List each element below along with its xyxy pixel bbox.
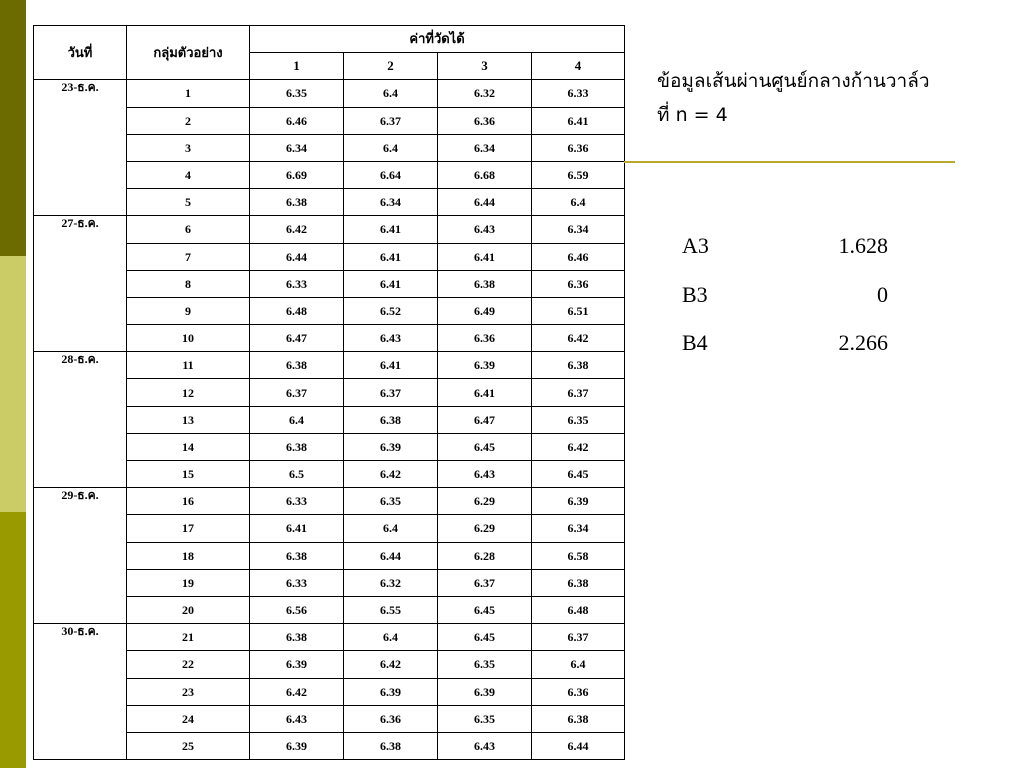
group-cell: 24 xyxy=(127,705,250,732)
value-cell: 6.41 xyxy=(438,379,532,406)
measurement-table xyxy=(33,25,625,760)
value-cell: 6.37 xyxy=(438,569,532,596)
value-cell: 6.4 xyxy=(532,651,625,678)
date-cell: 27-ธ.ค. xyxy=(34,216,127,352)
group-cell: 2 xyxy=(127,107,250,134)
value-cell: 6.46 xyxy=(532,243,625,270)
value-cell: 6.41 xyxy=(250,515,344,542)
value-cell: 6.34 xyxy=(344,189,438,216)
group-cell: 11 xyxy=(127,352,250,379)
group-cell: 15 xyxy=(127,461,250,488)
constant-value: 0 xyxy=(877,282,888,307)
table-row xyxy=(34,624,625,651)
value-cell: 6.29 xyxy=(438,515,532,542)
value-cell: 6.52 xyxy=(344,297,438,324)
value-cell: 6.4 xyxy=(532,189,625,216)
value-cell: 6.64 xyxy=(344,161,438,188)
header-date: วันที่ xyxy=(34,26,127,80)
value-cell: 6.34 xyxy=(250,134,344,161)
value-cell: 6.38 xyxy=(532,569,625,596)
group-cell: 13 xyxy=(127,406,250,433)
group-cell: 20 xyxy=(127,596,250,623)
constant-label: B4 xyxy=(682,330,708,355)
value-cell: 6.43 xyxy=(438,216,532,243)
header-sub-2: 2 xyxy=(344,53,438,80)
group-cell: 25 xyxy=(127,732,250,759)
header-sub-3: 3 xyxy=(438,53,532,80)
table-row xyxy=(34,80,625,107)
decor-bar-bottom xyxy=(0,512,26,768)
title-rule xyxy=(624,161,955,163)
value-cell: 6.37 xyxy=(250,379,344,406)
value-cell: 6.41 xyxy=(438,243,532,270)
value-cell: 6.47 xyxy=(438,406,532,433)
value-cell: 6.5 xyxy=(250,461,344,488)
constant-value: 2.266 xyxy=(838,330,888,355)
group-cell: 21 xyxy=(127,624,250,651)
value-cell: 6.33 xyxy=(250,569,344,596)
group-cell: 12 xyxy=(127,379,250,406)
decor-bar-middle xyxy=(0,256,26,512)
group-cell: 14 xyxy=(127,433,250,460)
value-cell: 6.32 xyxy=(344,569,438,596)
value-cell: 6.41 xyxy=(344,243,438,270)
value-cell: 6.45 xyxy=(438,433,532,460)
value-cell: 6.44 xyxy=(344,542,438,569)
group-cell: 9 xyxy=(127,297,250,324)
value-cell: 6.58 xyxy=(532,542,625,569)
title-line-2: ที่ n = 4 xyxy=(657,104,728,126)
date-cell: 29-ธ.ค. xyxy=(34,488,127,624)
value-cell: 6.37 xyxy=(344,107,438,134)
constant-row-b4 xyxy=(682,330,888,360)
value-cell: 6.39 xyxy=(250,732,344,759)
value-cell: 6.41 xyxy=(344,270,438,297)
value-cell: 6.36 xyxy=(532,678,625,705)
group-cell: 5 xyxy=(127,189,250,216)
value-cell: 6.33 xyxy=(250,488,344,515)
value-cell: 6.38 xyxy=(344,406,438,433)
value-cell: 6.38 xyxy=(250,542,344,569)
value-cell: 6.69 xyxy=(250,161,344,188)
value-cell: 6.42 xyxy=(344,651,438,678)
group-cell: 23 xyxy=(127,678,250,705)
value-cell: 6.37 xyxy=(532,624,625,651)
value-cell: 6.39 xyxy=(438,678,532,705)
value-cell: 6.38 xyxy=(250,352,344,379)
group-cell: 16 xyxy=(127,488,250,515)
value-cell: 6.43 xyxy=(438,732,532,759)
value-cell: 6.48 xyxy=(250,297,344,324)
value-cell: 6.42 xyxy=(344,461,438,488)
title-line-1: ข้อมูลเส้นผ่านศูนย์กลางก้านวาล์ว xyxy=(657,70,930,92)
value-cell: 6.41 xyxy=(344,352,438,379)
value-cell: 6.38 xyxy=(250,189,344,216)
value-cell: 6.29 xyxy=(438,488,532,515)
value-cell: 6.39 xyxy=(438,352,532,379)
value-cell: 6.42 xyxy=(250,678,344,705)
value-cell: 6.43 xyxy=(250,705,344,732)
value-cell: 6.42 xyxy=(532,325,625,352)
constant-row-b3 xyxy=(682,282,888,312)
value-cell: 6.4 xyxy=(344,80,438,107)
value-cell: 6.43 xyxy=(344,325,438,352)
value-cell: 6.49 xyxy=(438,297,532,324)
group-cell: 6 xyxy=(127,216,250,243)
value-cell: 6.37 xyxy=(532,379,625,406)
constant-value: 1.628 xyxy=(838,233,888,258)
group-cell: 8 xyxy=(127,270,250,297)
decor-bar-top xyxy=(0,0,26,256)
table-body xyxy=(34,80,625,760)
value-cell: 6.4 xyxy=(344,515,438,542)
value-cell: 6.35 xyxy=(250,80,344,107)
value-cell: 6.35 xyxy=(438,651,532,678)
value-cell: 6.39 xyxy=(532,488,625,515)
value-cell: 6.35 xyxy=(344,488,438,515)
group-cell: 22 xyxy=(127,651,250,678)
value-cell: 6.38 xyxy=(250,624,344,651)
group-cell: 10 xyxy=(127,325,250,352)
value-cell: 6.45 xyxy=(438,624,532,651)
header-sub-1: 1 xyxy=(250,53,344,80)
group-cell: 4 xyxy=(127,161,250,188)
group-cell: 17 xyxy=(127,515,250,542)
value-cell: 6.45 xyxy=(438,596,532,623)
date-cell: 28-ธ.ค. xyxy=(34,352,127,488)
value-cell: 6.56 xyxy=(250,596,344,623)
value-cell: 6.39 xyxy=(250,651,344,678)
constant-row-a3 xyxy=(682,233,888,263)
date-cell: 30-ธ.ค. xyxy=(34,624,127,760)
value-cell: 6.39 xyxy=(344,678,438,705)
value-cell: 6.37 xyxy=(344,379,438,406)
value-cell: 6.41 xyxy=(532,107,625,134)
value-cell: 6.38 xyxy=(532,705,625,732)
value-cell: 6.42 xyxy=(532,433,625,460)
value-cell: 6.55 xyxy=(344,596,438,623)
header-measured: ค่าที่วัดได้ xyxy=(250,26,625,53)
value-cell: 6.39 xyxy=(344,433,438,460)
value-cell: 6.36 xyxy=(438,325,532,352)
value-cell: 6.42 xyxy=(250,216,344,243)
value-cell: 6.34 xyxy=(438,134,532,161)
table-row xyxy=(34,216,625,243)
value-cell: 6.41 xyxy=(344,216,438,243)
date-cell: 23-ธ.ค. xyxy=(34,80,127,216)
header-sub-4: 4 xyxy=(532,53,625,80)
value-cell: 6.43 xyxy=(438,461,532,488)
value-cell: 6.51 xyxy=(532,297,625,324)
group-cell: 1 xyxy=(127,80,250,107)
value-cell: 6.36 xyxy=(532,134,625,161)
value-cell: 6.4 xyxy=(250,406,344,433)
value-cell: 6.48 xyxy=(532,596,625,623)
constant-label: A3 xyxy=(682,233,709,258)
value-cell: 6.33 xyxy=(532,80,625,107)
value-cell: 6.44 xyxy=(532,732,625,759)
value-cell: 6.35 xyxy=(532,406,625,433)
table-row xyxy=(34,352,625,379)
header-group: กลุ่มตัวอย่าง xyxy=(127,26,250,80)
slide-title xyxy=(657,64,977,132)
value-cell: 6.47 xyxy=(250,325,344,352)
group-cell: 7 xyxy=(127,243,250,270)
value-cell: 6.59 xyxy=(532,161,625,188)
value-cell: 6.35 xyxy=(438,705,532,732)
value-cell: 6.38 xyxy=(250,433,344,460)
value-cell: 6.33 xyxy=(250,270,344,297)
value-cell: 6.32 xyxy=(438,80,532,107)
value-cell: 6.34 xyxy=(532,216,625,243)
group-cell: 3 xyxy=(127,134,250,161)
value-cell: 6.38 xyxy=(438,270,532,297)
value-cell: 6.46 xyxy=(250,107,344,134)
value-cell: 6.4 xyxy=(344,134,438,161)
value-cell: 6.4 xyxy=(344,624,438,651)
value-cell: 6.38 xyxy=(344,732,438,759)
value-cell: 6.34 xyxy=(532,515,625,542)
value-cell: 6.44 xyxy=(438,189,532,216)
value-cell: 6.68 xyxy=(438,161,532,188)
value-cell: 6.36 xyxy=(438,107,532,134)
group-cell: 18 xyxy=(127,542,250,569)
value-cell: 6.36 xyxy=(344,705,438,732)
value-cell: 6.36 xyxy=(532,270,625,297)
value-cell: 6.28 xyxy=(438,542,532,569)
table-row xyxy=(34,488,625,515)
group-cell: 19 xyxy=(127,569,250,596)
constant-label: B3 xyxy=(682,282,708,307)
value-cell: 6.44 xyxy=(250,243,344,270)
value-cell: 6.38 xyxy=(532,352,625,379)
value-cell: 6.45 xyxy=(532,461,625,488)
